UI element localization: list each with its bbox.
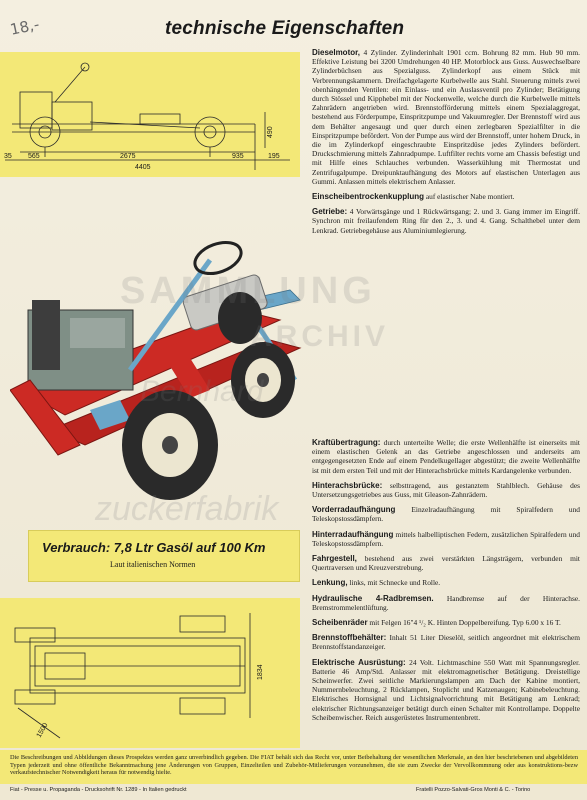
imprint-printer: Fratelli Pozzo-Salvati-Gros Monti & C. - Torino [416, 787, 531, 793]
spec-chassis: Fahrgestell, bestehend aus zwei verstärkten Längsträgern, verbunden mit Quertraversen und Kreuzverstrebung. [312, 554, 580, 573]
dim-wheelbase: 2675 [120, 153, 136, 160]
dim-rear-overhang: 935 [232, 153, 244, 160]
specs-column-top [312, 48, 580, 241]
spec-electrical: Elektrische Ausrüstung: 24 Volt. Lichtmaschine 550 Watt mit Spannungsregler. Batterie 46 Amp/Std. Anlasser mit elektromagnetischer Betätigung. Dreistellige Scheinwerfer. Zwei seitliche Markierungslampen am Dach der Kabine montiert, Nummernbeleuchtung, 2 Rücklampen, Stoplicht und Katzenaugen; Kabinebeleuchtung. Elektrisches Hornsignal und Lichtsignalvorrichtung mit Betätigung am Lenkrad; elektrischer Richtungsanzeiger betätigt durch einen Schalter mit Kontrollampe. Doppelte Scheibenwischer. Reich ausgerüstetes Instrumentenbrett. [312, 657, 580, 722]
spec-fuel-tank: Brennstoffbehälter: Inhalt 51 Liter Dieselöl, seitlich angeordnet mit elektrischem Brennstoffstandanzeiger. [312, 633, 580, 652]
spec-front-suspension: Vorderradaufhängung Einzelradaufhängung mit Spiralfedern und Teleskopstossdämpfern. [312, 505, 580, 524]
handwritten-price: 18,- [8, 15, 41, 39]
consumption-headline: Verbrauch: 7,8 Ltr Gasöl auf 100 Km [42, 540, 266, 555]
dim-frame-height: 490 [267, 126, 274, 138]
dim-track-width: 1500 [35, 722, 50, 739]
spec-transmission: Kraftübertragung: durch unterteilte Welle; die erste Wellenhälfte ist einerseits mit einem elastischen Gelenk an das Getriebe angeschlossen und anderseits am entgegengesetzten Ende auf einem Pendelkugellager abgestützt; die zweite Wellenhälfte ist mit dem ersten Teil und mit der Hinterachsbrücke mittels Kardangelenke verbunden. [312, 438, 580, 475]
consumption-box [28, 530, 300, 582]
dim-front-overhang: 565 [28, 153, 40, 160]
consumption-note: Laut italienischen Normen [110, 560, 196, 569]
dim-rear-end: 195 [268, 153, 280, 160]
spec-rear-axle: Hinterachsbrücke: selbsttragend, aus gestanztem Stahlblech. Gehäuse des Untersetzungsgetriebes aus Guss, mit Gleason-Zahnrädern. [312, 480, 580, 500]
dim-overall-width: 1834 [257, 664, 264, 680]
spec-brakes: Hydraulische 4-Radbremsen. Handbremse auf der Hinterachse. Bremstrommelentlüftung. [312, 593, 580, 612]
spec-rear-suspension: Hinterradaufhängung mittels halbelliptischen Federn, zusätzlichen Spiralfedern und Teleskopstossdämpfern. [312, 529, 580, 548]
disclaimer-text: Die Beschreibungen und Abbildungen dieses Prospektes werden ganz unverbindlich gegeben. Die FIAT behält sich das Recht vor, unter Beibehaltung der wesentlichen Merkmale, an den hier beschriebenen und abgebildeten Typen jederzeit und ohne öffentliche Bekanntmachung jene Änderungen von Gruppen, Einzelteilen und Zubehör-Mitlieferungen vorzunehmen, die sie zum Zwecke der Vervollkommnung oder aus konstruktions-bezw verkaufstechnischer Notwendigkeit heraus für notwendig hielte. [10, 754, 578, 777]
spec-clutch: Einscheibentrockenkupplung auf elastischer Nabe montiert. [312, 192, 515, 202]
specs-column-bottom [312, 438, 580, 728]
imprint-publisher: Fiat - Presse u. Propaganda - Drucksohrift Nr. 1289 - In Italien gedruckt [10, 787, 187, 793]
spec-gearbox: Getriebe: 4 Vorwärtsgänge und 1 Rückwärtsgang; 2. und 3. Gang immer im Eingriff. Synchron mit freilaufendem Ring für den 2., 3. und 4. Gang. Schalthebel unter dem Lenkrad. Getriebegehäuse aus Aluminiumlegierung. [312, 207, 580, 235]
dim-front-overhang-small: 35 [4, 153, 12, 160]
top-view-drawing [0, 598, 300, 748]
spec-engine: Dieselmotor, 4 Zylinder. Zylinderinhalt 1901 ccm. Bohrung 82 mm. Hub 90 mm. Effektive Leistung bei 3200 Umdrehungen 40 HP. Motorblock aus Guss. Auswechselbare Zylinderbüchsen aus Spezialguss. Zylinderkopf aus einem Stück mit Verbrennungskammern. Dreifachgelagerte Kurbelwelle aus Stahl. Steuerung mittels zwei obenhängenden Ventilen: ein Einlass- und ein Auslassventil pro Zylinder; Betätigung durch Stössel und Kipphebel mit der Nockenwelle, welche durch die Kurbelwelle mittels Zahnrädern angetrieben wird. Brennstofförderung mittels einem Spezialaggregat, bestehend aus Förderpumpe, Einspritzpumpe und Vakuumregler. Der Brennstoff wird aus dem Behälter angesaugt und quer durch einen zerlegbaren Spezialfilter in die Einspritzpumpe befördert. Von der Pumpe aus wird der Brennstoff, unter hohem Druck, in die im Zylinderkopf eingeschraubte Einspritzdüse jedes Zylinders befördert. Druckschmierung mittels Zahnradpumpe. Luftfilter rechts vorne am Chassis befestigt und mit Hilfe eines Schlauches verbunden. Wasserkühlung mit Thermostat und Zentrifugalpumpe. Dreipunktaufhängung des Motors auf elastischen Unterlagen aus Gummi. Anlassen mittels elektrischem Anlasser. [312, 48, 580, 186]
page-title: technische Eigenschaften [165, 18, 405, 39]
dim-total-length: 4405 [135, 164, 151, 171]
chassis-illustration [10, 240, 305, 505]
spec-steering: Lenkung, links, mit Schnecke und Rolle. [312, 578, 441, 588]
spec-wheels: Scheibenräder mit Felgen 16"4 ¹/₂ K. Hinten Doppelbereifung. Typ 6.00 x 16 T. [312, 618, 561, 628]
side-elevation-drawing [0, 52, 300, 177]
